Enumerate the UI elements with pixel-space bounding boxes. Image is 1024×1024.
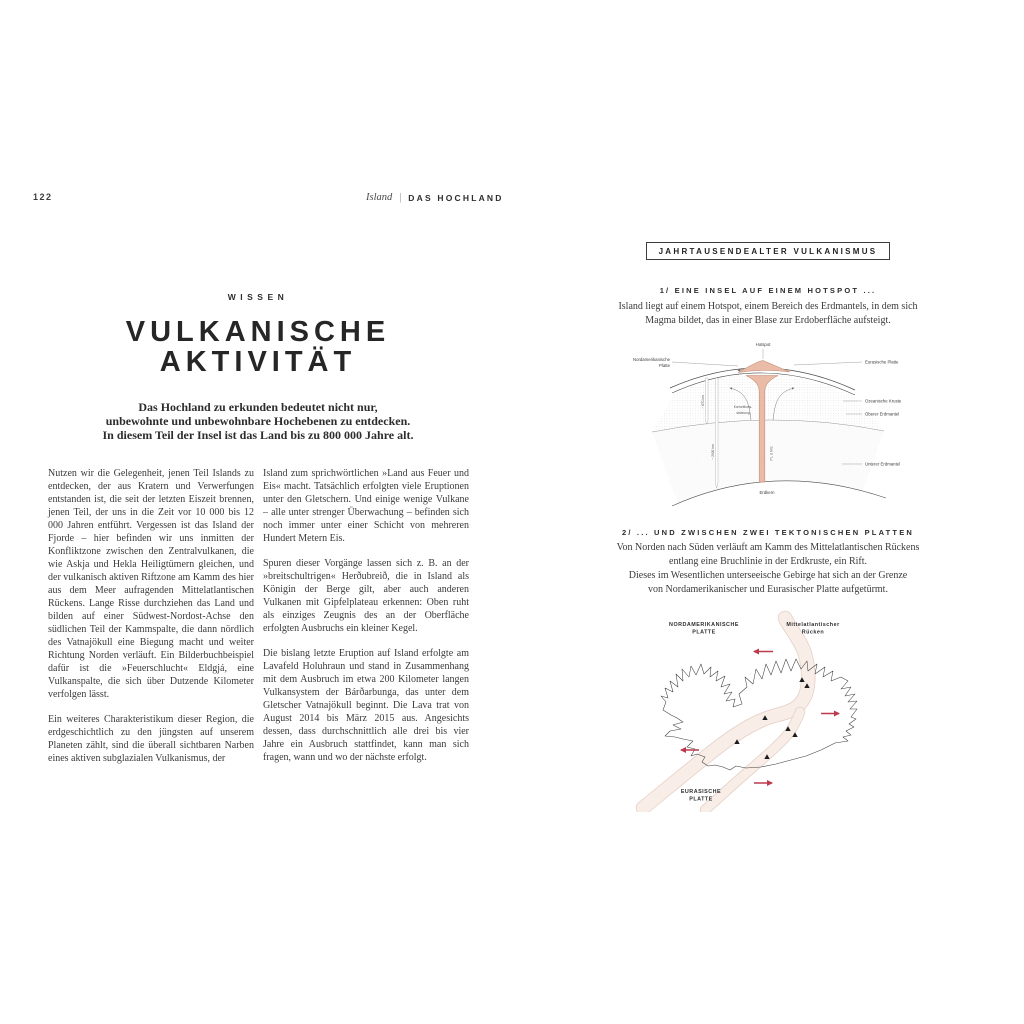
rift-zone-bands — [643, 618, 808, 810]
hotspot-cross-section-diagram — [622, 332, 922, 510]
section2-text-line: Von Norden nach Süden verläuft am Kamm des Mittelatlantischen Rückens — [616, 542, 920, 553]
iceland-rift-map — [635, 610, 925, 812]
paragraph: Nutzen wir die Gelegenheit, jenen Teil Islands zu entdecken, der aus Kratern und Verwerfungen entstanden ist, die seit der letzten Eiszeit brennen, jenen Teil, der uns in die Zeit vor 10 000 bis 12 000 Jahren entführt. Vergessen ist das Island der Fjorde – hier befinden wir uns inmitten der Konfliktzone zwischen den Zentralvulkanen, die wie Askja und Hekla Heiligtümern gleichen, und der vulkanisch aktiven Riftzone am Kamm des hier aus dem Meer aufragenden Mittelatlantischen Rückens. Lange Risse durchziehen das Land und bilden auf einer Südwest-Nordost-Achse den südlichen Teil der Kammspalte, die dann nördlich des Vatnajökull eine Biegung macht und weiter Richtung Norden verläuft. Ein Bilderbuchbeispiel dafür ist die »Feuerschlucht« Eldgjá, eine Vulkanspalte, die sich über Dutzende Kilometer verfolgen lässt. — [48, 468, 254, 700]
paragraph: Die bislang letzte Eruption auf Island erfolgte am Lavafeld Holuhraun und stand in Zusammenhang mit dem Ausbruch im etwa 200 Kilometer langen Vulkansystem der Bárðarbunga, das unter dem Gletscher Vatnajökull beginnt. Die Lava trat von August 2014 bis März 2015 aus. Angesichts dessen, dass durchschnittlich alle drei bis vier Jahre ein Ausbruch stattfindet, kann man sich fragen, wann und wo der nächste erfolgt. — [263, 648, 469, 763]
infographic-badge-row — [512, 242, 1024, 260]
page-number: 122 — [33, 192, 53, 202]
hotspot-label: Hotspot — [755, 342, 771, 347]
running-header-chapter: DAS HOCHLAND — [408, 192, 504, 203]
depth-2900-label: ~ 2900 km — [710, 444, 715, 460]
oceanic-crust-label: Ozeanische Kruste — [865, 398, 902, 404]
map-eu-plate-label-line1: EURASISCHE — [680, 789, 722, 795]
section2-heading: 2/ ... UND ZWISCHEN ZWEI TEKTONISCHEN PLATTEN — [621, 528, 915, 537]
article-lead — [68, 401, 448, 442]
body-column-2 — [263, 467, 469, 776]
map-na-plate-label-line1: NORDAMERIKANISCHE — [669, 622, 739, 628]
section1-text-line: Island liegt auf einem Hotspot, einem Bereich des Erdmantels, in dem sich — [618, 301, 918, 312]
na-plate-label-line2: Platte — [659, 363, 670, 368]
section2-text-line: Dieses im Wesentlichen unterseeische Gebirge hat sich an der Grenze — [628, 570, 908, 581]
article-kicker: WISSEN — [227, 292, 289, 302]
section2-text-2 — [512, 569, 1024, 597]
map-ridge-label-line1: Mittelatlantischer — [786, 622, 840, 628]
running-header-separator: | — [399, 192, 402, 203]
map-eu-plate-label-line2: PLATTE — [689, 796, 713, 803]
article-title-line1: VULKANISCHE — [125, 316, 391, 348]
depth-670-label: ~ 670 km — [700, 395, 705, 409]
section2-text-line: entlang eine Bruchlinie in der Erdkruste, ein Rift. — [669, 556, 867, 567]
core-label: Erdkern — [759, 490, 775, 495]
map-na-plate-label-line2: PLATTE — [692, 629, 716, 636]
upper-mantle-label: Oberer Erdmantel — [865, 411, 900, 417]
paragraph: Spuren dieser Vorgänge lassen sich z. B. an der »breitschultrigen« Herðubreið, die in Island als Königin der Berge gilt, aber auch anderen Vulkanen mit Gipfelplateau erkennen: Oben ruht als einziges Zeugnis des an der Oberfläche erfolgten Ausbruchs ein kleiner Kegel. — [263, 558, 469, 634]
section1-heading: 1/ EINE INSEL AUF EINEM HOTSPOT ... — [659, 286, 877, 295]
convection-label-line2: strömung — [736, 411, 750, 415]
body-column-1 — [48, 467, 254, 777]
map-ridge-label-line2: Rücken — [801, 629, 825, 636]
volcano-mound — [738, 361, 790, 373]
paragraph: Ein weiteres Charakteristikum dieser Region, die erdgeschichtlich zu den jüngsten auf unserem Planeten zählt, sind die überall sichtbaren Narben eines aktiven subglazialen Vulkanismus, der — [48, 714, 254, 764]
depth-gauge-670 — [705, 378, 708, 425]
section1-text — [512, 300, 1024, 328]
article-title — [28, 317, 488, 377]
article-title-line2: AKTIVITÄT — [159, 346, 357, 378]
depth-gauge-2900 — [715, 378, 718, 488]
running-header — [366, 192, 504, 203]
lead-line: In diesem Teil der Insel ist das Land bis zu 800 000 Jahre alt. — [102, 427, 414, 442]
paragraph: Island zum sprichwörtlichen »Land aus Feuer und Eis« macht. Tatsächlich erfolgten viele Eruptionen unter den Gletschern. Und einige wenige Vulkane – alle unter strenger Überwachung – befinden sich noch immer unter einer Schicht von mehreren Hundert Metern Eis. — [263, 468, 469, 544]
section2-text-line: von Nordamerikanischer und Eurasischer Platte aufgetürmt. — [648, 584, 888, 595]
leader-na-plate — [672, 362, 738, 366]
na-plate-label-line1: Nordamerikanische — [632, 357, 670, 362]
lower-mantle-label: Unterer Erdmantel — [865, 461, 901, 467]
convection-label-line1: Konvektions- — [733, 405, 753, 409]
leader-eurasian-plate — [794, 362, 862, 365]
running-header-book-title: Island — [366, 192, 393, 203]
lead-line: unbewohnte und unbewohnbare Hochebenen zu entdecken. — [105, 413, 411, 428]
lead-line: Das Hochland zu erkunden bedeutet nicht nur, — [138, 400, 378, 414]
infographic-badge: JAHRTAUSENDEALTER VULKANISMUS — [646, 242, 891, 260]
eurasian-plate-label: Eurasische Platte — [865, 359, 899, 365]
section2-text-1 — [512, 541, 1024, 569]
section1-text-line: Magma bildet, das in einer Blase zur Erdoberfläche aufsteigt. — [645, 315, 891, 326]
plume-label: PLUME — [769, 445, 774, 461]
